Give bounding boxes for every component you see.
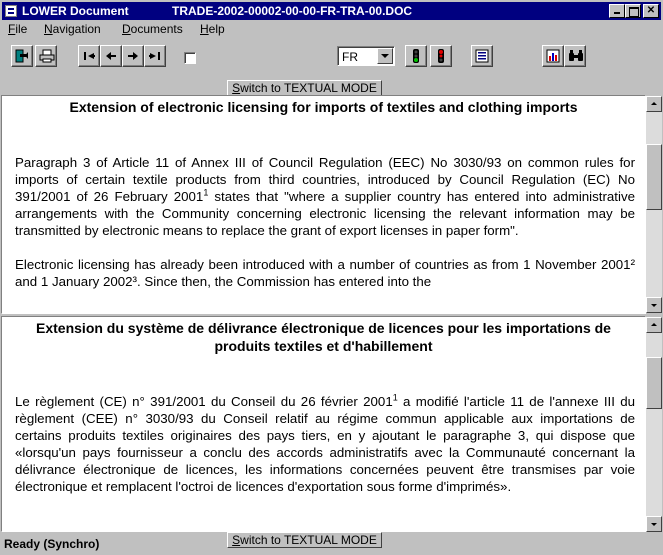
switch-textual-mode-button-bottom[interactable]: Switch to TEXTUAL MODE bbox=[227, 532, 382, 548]
title-bar[interactable] bbox=[2, 2, 661, 20]
traffic-light-green-icon bbox=[409, 49, 423, 63]
scroll-down-icon[interactable] bbox=[646, 516, 662, 532]
source-document-pane[interactable] bbox=[1, 95, 646, 314]
chart-icon bbox=[546, 49, 560, 63]
menu-bar bbox=[2, 21, 661, 38]
print-icon bbox=[39, 49, 55, 63]
switch-textual-mode-button-top[interactable]: Switch to TEXTUAL MODE bbox=[227, 80, 382, 96]
binoculars-icon bbox=[568, 49, 584, 63]
list-icon bbox=[475, 49, 489, 63]
exit-icon bbox=[15, 49, 29, 63]
scroll-thumb[interactable] bbox=[646, 357, 662, 409]
traffic-light-red-button[interactable] bbox=[430, 45, 452, 67]
window-title-app: LOWER Document bbox=[22, 4, 129, 18]
language-select[interactable] bbox=[337, 46, 395, 66]
last-icon bbox=[148, 49, 162, 63]
app-icon[interactable] bbox=[5, 5, 17, 17]
menu-help[interactable]: Help bbox=[200, 22, 225, 36]
menu-navigation[interactable]: Navigation bbox=[44, 22, 101, 36]
find-button[interactable] bbox=[564, 45, 586, 67]
first-icon bbox=[82, 49, 96, 63]
status-text: Ready (Synchro) bbox=[4, 537, 100, 551]
footnote-marker: 1 bbox=[203, 187, 209, 198]
source-scrollbar[interactable] bbox=[646, 96, 662, 313]
source-paragraph: Paragraph 3 of Article 11 of Annex III of Council Regulation (EEC) No 3030/93 on common rules for imports of certain textile products from third countries, introduced by Council Regulation (EC) No 391/2001 of 26 February 2001$^1$ states that "where a supplier country has entered into administrative arrangements with the Community concerning electronic licensing the relevant information may be transmitted by electronic means to replace the grant of export licenses in paper form". bbox=[15, 155, 635, 238]
target-document-pane[interactable] bbox=[1, 316, 646, 532]
window-title-file: TRADE-2002-00002-00-00-FR-TRA-00.DOC bbox=[172, 4, 413, 18]
list-button[interactable] bbox=[471, 45, 493, 67]
scroll-up-icon[interactable] bbox=[646, 317, 662, 333]
traffic-light-red-icon bbox=[434, 49, 448, 63]
print-button[interactable] bbox=[35, 45, 57, 67]
source-paragraph: Electronic licensing has already been introduced with a number of countries as from 1 November 2001² and 1 January 2002³. Since then, the Commission has entered into the bbox=[15, 257, 635, 289]
maximize-button[interactable] bbox=[625, 4, 641, 18]
footnote-marker: 1 bbox=[392, 392, 398, 403]
target-heading: Extension du système de délivrance électronique de licences pour les importations de produits textiles et d'habillement bbox=[36, 320, 611, 354]
last-button[interactable] bbox=[144, 45, 166, 67]
close-button[interactable]: ✕ bbox=[643, 4, 659, 18]
previous-icon bbox=[104, 49, 118, 63]
synchro-checkbox[interactable] bbox=[184, 52, 196, 64]
chart-button[interactable] bbox=[542, 45, 564, 67]
previous-button[interactable] bbox=[100, 45, 122, 67]
next-button[interactable] bbox=[122, 45, 144, 67]
scroll-down-icon[interactable] bbox=[646, 297, 662, 313]
scroll-thumb[interactable] bbox=[646, 144, 662, 210]
exit-button[interactable] bbox=[11, 45, 33, 67]
menu-documents[interactable]: Documents bbox=[122, 22, 183, 36]
scroll-up-icon[interactable] bbox=[646, 96, 662, 112]
target-paragraph: Le règlement (CE) n° 391/2001 du Conseil du 26 février 2001$^1$ a modifié l'article 11 de l'annexe III du règlement (CEE) n° 3030/93 du Conseil relatif au régime commun applicable aux importations de certains produits textiles originaires des pays tiers, en y ajoutant le paragraphe 3, qui dispose que «lorsqu'un pays fournisseur a conclu des accords administratifs avec la Communauté concernant la délivrance électronique de licences, les informations concernées peuvent être transmises par voie électronique et remplacent l'octroi de licences d'exportation sous forme d'imprimés». bbox=[15, 392, 636, 494]
next-icon bbox=[126, 49, 140, 63]
chevron-down-icon[interactable] bbox=[377, 48, 393, 64]
first-button[interactable] bbox=[78, 45, 100, 67]
minimize-button[interactable] bbox=[609, 4, 625, 18]
language-value: FR bbox=[342, 50, 358, 64]
target-scrollbar[interactable] bbox=[646, 317, 662, 532]
menu-file[interactable]: File bbox=[8, 22, 28, 36]
toolbar bbox=[2, 40, 661, 76]
source-heading: Extension of electronic licensing for imports of textiles and clothing imports bbox=[69, 99, 578, 115]
traffic-light-green-button[interactable] bbox=[405, 45, 427, 67]
